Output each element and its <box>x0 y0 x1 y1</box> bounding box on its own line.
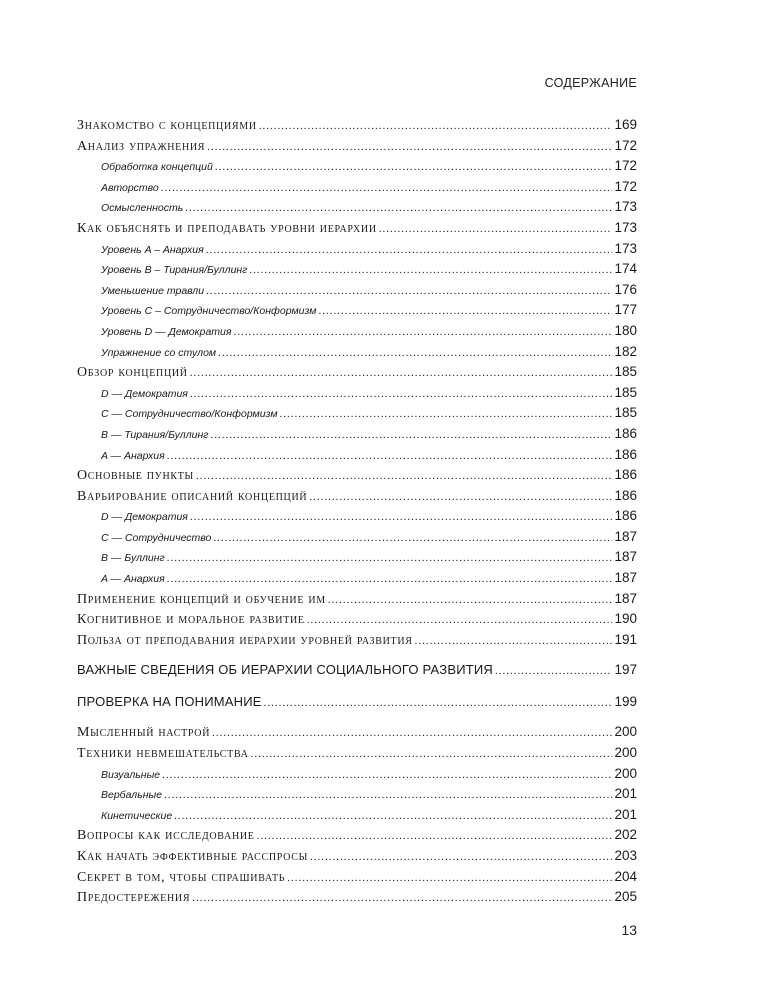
toc-entry-title: Визуальные <box>101 768 161 781</box>
toc-leader-dots <box>206 240 613 258</box>
toc-leader-dots <box>210 425 612 443</box>
toc-entry <box>77 137 637 158</box>
toc-leader-dots <box>167 446 613 464</box>
toc-leader-dots <box>207 137 612 155</box>
toc-entry-title: Уровень A – Анархия <box>101 243 204 256</box>
toc-entry-title: Вербальные <box>101 789 163 802</box>
toc-entry-title: Применение концепций и обучение им <box>77 591 326 607</box>
toc-entry <box>77 116 637 137</box>
toc-leader-dots <box>215 157 613 175</box>
toc-entry <box>77 281 637 302</box>
toc-entry-title: Польза от преподавания иерархии уровней развития <box>77 632 413 648</box>
toc-entry <box>77 765 637 786</box>
toc-entry <box>77 661 637 683</box>
toc-entry <box>77 322 637 343</box>
toc-leader-dots <box>212 723 612 741</box>
toc-entry-page: 186 <box>614 446 637 462</box>
toc-entry <box>77 590 637 611</box>
toc-entry-page: 187 <box>614 549 637 565</box>
toc-entry-title: Осмысленность <box>101 202 184 215</box>
toc-entry <box>77 260 637 281</box>
toc-entry <box>77 507 637 528</box>
toc-entry-page: 200 <box>614 724 637 740</box>
toc-entry <box>77 384 637 405</box>
toc-entry-page: 200 <box>614 745 637 761</box>
toc-entry <box>77 240 637 261</box>
toc-leader-dots <box>190 363 613 381</box>
toc-entry <box>77 826 637 847</box>
toc-leader-dots <box>218 343 612 361</box>
toc-leader-dots <box>280 404 613 422</box>
toc-leader-dots <box>249 260 612 278</box>
toc-entry-page: 186 <box>614 508 637 524</box>
toc-entry <box>77 569 637 590</box>
toc-entry <box>77 425 637 446</box>
toc-entry-title: Уровень D — Демократия <box>101 325 232 338</box>
toc-entry-page: 187 <box>614 590 637 606</box>
toc-entry <box>77 744 637 765</box>
toc-entry <box>77 548 637 569</box>
toc-leader-dots <box>164 785 612 803</box>
toc-entry-page: 187 <box>614 528 637 544</box>
toc-entry-page: 169 <box>614 117 637 132</box>
toc-entry-page: 173 <box>614 219 637 235</box>
toc-leader-dots <box>213 528 612 546</box>
toc-leader-dots <box>167 548 613 566</box>
toc-entry-title: Анализ упражнения <box>77 138 206 154</box>
toc-entry-title: Кинетические <box>101 809 173 822</box>
toc-entry-title: A — Анархия <box>101 449 165 462</box>
toc-entry-title: A — Анархия <box>101 573 165 586</box>
toc-entry-title: D — Демократия <box>101 511 188 524</box>
toc-entry <box>77 343 637 364</box>
toc-entry-page: 186 <box>614 487 637 503</box>
toc-entry <box>77 785 637 806</box>
toc-entry-title: Обзор концепций <box>77 365 188 381</box>
toc-entry-page: 173 <box>614 199 637 215</box>
toc-leader-dots <box>190 384 613 402</box>
toc-entry-page: 191 <box>614 631 637 647</box>
toc-entry-page: 185 <box>614 384 637 400</box>
toc-entry-page: 172 <box>614 137 637 153</box>
toc-entry-page: 177 <box>614 302 637 318</box>
toc-entry <box>77 693 637 715</box>
page-number: 13 <box>621 922 637 938</box>
toc-entry <box>77 610 637 631</box>
toc-entry-page: 186 <box>614 467 637 483</box>
toc-entry-title: Вопросы как исследование <box>77 828 255 844</box>
toc-entry-page: 186 <box>614 425 637 441</box>
toc-leader-dots <box>328 590 613 608</box>
toc-entry-title: C — Сотрудничество/Конформизм <box>101 408 278 421</box>
toc-entry <box>77 528 637 549</box>
toc-leader-dots <box>196 466 613 484</box>
toc-entry-page: 200 <box>614 765 637 781</box>
toc-leader-dots <box>162 765 612 783</box>
toc-entry-page: 182 <box>614 343 637 359</box>
toc-entry-title: Уменьшение травли <box>101 284 205 297</box>
toc-entry-title: Мысленный настрой <box>77 725 211 741</box>
toc-entry-page: 201 <box>614 786 637 802</box>
toc-entry <box>77 301 637 322</box>
toc-entry <box>77 806 637 827</box>
toc-entry-page: 202 <box>614 827 637 843</box>
toc-entry-page: 199 <box>614 694 637 710</box>
toc-entry-title: C — Сотрудничество <box>101 531 212 544</box>
toc-entry <box>77 847 637 868</box>
toc-entry-page: 190 <box>614 611 637 627</box>
toc-entry-page: 197 <box>614 662 637 678</box>
toc-entry <box>77 198 637 219</box>
toc-entry-page: 187 <box>614 570 637 586</box>
toc-entry <box>77 157 637 178</box>
toc-leader-dots <box>287 868 612 886</box>
toc-entry-title: Уровень B – Тирания/Буллинг <box>101 264 248 277</box>
toc-entry <box>77 723 637 744</box>
toc-leader-dots <box>233 322 612 340</box>
toc-entry-title: Уровень C – Сотрудничество/Конформизм <box>101 305 317 318</box>
toc-entry-page: 185 <box>614 405 637 421</box>
toc-leader-dots <box>251 744 613 762</box>
toc-entry-title: B — Буллинг <box>101 552 165 565</box>
toc-entry-title: Варьирование описаний концепций <box>77 488 308 504</box>
toc-entry-title: Как объяснять и преподавать уровни иерархии <box>77 220 377 236</box>
toc-entry-page: 185 <box>614 364 637 380</box>
toc-entry-title: ВАЖНЫЕ СВЕДЕНИЯ ОБ ИЕРАРХИИ СОЦИАЛЬНОГО РАЗВИТИЯ <box>77 662 494 678</box>
toc-entry <box>77 178 637 199</box>
toc-entry <box>77 487 637 508</box>
toc-leader-dots <box>309 487 612 505</box>
toc-leader-dots <box>415 631 613 649</box>
toc-entry-title: Обработка концепций <box>101 161 213 174</box>
toc-entry-title: Когнитивное и моральное развитие <box>77 612 305 628</box>
toc-leader-dots <box>264 693 613 711</box>
toc-entry <box>77 404 637 425</box>
toc-entry <box>77 868 637 889</box>
toc-entry-title: Авторство <box>101 181 159 194</box>
toc-entry <box>77 631 637 652</box>
toc-entry-title: Знакомство с концепциями <box>77 118 257 133</box>
toc-entry-page: 205 <box>614 889 637 905</box>
toc-entry-page: 203 <box>614 848 637 863</box>
toc-leader-dots <box>190 507 613 525</box>
toc-leader-dots <box>167 569 613 587</box>
toc-leader-dots <box>185 198 612 216</box>
toc-leader-dots <box>379 219 613 237</box>
toc-entry-page: 174 <box>614 261 637 277</box>
toc-leader-dots <box>318 301 612 319</box>
toc-entry <box>77 219 637 240</box>
toc-leader-dots <box>206 281 612 299</box>
toc-entry-title: D — Демократия <box>101 387 188 400</box>
toc-leader-dots <box>307 610 613 628</box>
toc-leader-dots <box>192 888 612 906</box>
toc-entry-title: Предостережения <box>77 890 191 906</box>
toc-leader-dots <box>161 178 613 196</box>
toc-entry-page: 180 <box>614 322 637 338</box>
toc-entry-title: Секрет в том, чтобы спрашивать <box>77 869 286 885</box>
toc-entry-title: ПРОВЕРКА НА ПОНИМАНИЕ <box>77 694 262 710</box>
toc-entry-page: 204 <box>614 868 637 884</box>
toc-entry-title: Упражнение со стулом <box>101 346 217 359</box>
toc-leader-dots <box>257 826 613 844</box>
toc-entry-page: 201 <box>614 806 637 822</box>
toc-entry <box>77 466 637 487</box>
toc-entry <box>77 446 637 467</box>
toc-entry-title: Основные пункты <box>77 468 194 484</box>
toc-leader-dots <box>259 116 613 134</box>
toc-entry-page: 173 <box>614 240 637 256</box>
toc-entry-page: 176 <box>614 281 637 297</box>
toc-leader-dots <box>174 806 612 824</box>
toc-entry-title: Техники невмешательства <box>77 746 249 762</box>
toc-entry-page: 172 <box>614 158 637 174</box>
toc-leader-dots <box>495 661 612 679</box>
toc-entry <box>77 363 637 384</box>
table-of-contents <box>77 116 637 909</box>
toc-entry-page: 172 <box>614 178 637 194</box>
toc-leader-dots <box>310 847 612 865</box>
toc-entry-title: B — Тирания/Буллинг <box>101 428 209 441</box>
toc-entry <box>77 888 637 909</box>
running-head: СОДЕРЖАНИЕ <box>544 76 637 90</box>
toc-entry-title: Как начать эффективные расспросы <box>77 849 309 864</box>
